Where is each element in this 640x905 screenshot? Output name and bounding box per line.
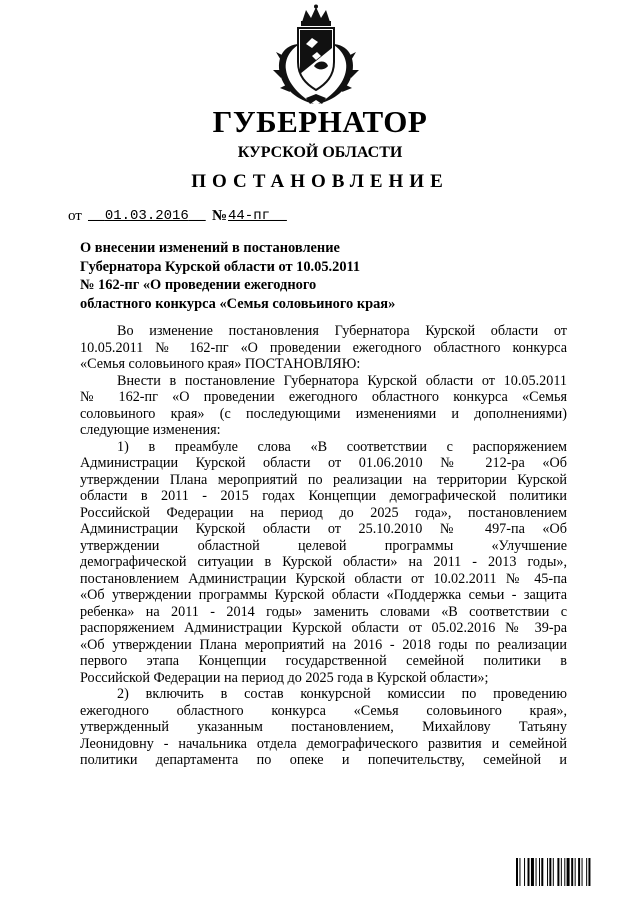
barcode-bar: [578, 858, 580, 886]
document-date: __01.03.2016__: [88, 208, 206, 224]
body-line: политики департамента по опеке и попечительству, семейной и: [80, 752, 567, 768]
body-line: Леонидовну - начальника отдела демографического развития и семейной: [80, 735, 567, 752]
document-subtitle: КУРСКОЙ ОБЛАСТИ: [237, 144, 403, 161]
body-line: 1) в преамбуле слова «В соответствии с распоряжением: [117, 438, 567, 455]
barcode-bar: [564, 858, 565, 886]
barcode-bar: [519, 858, 520, 886]
barcode-bar: [531, 858, 534, 886]
body-line: 2) включить в состав конкурсной комиссии по проведению: [117, 686, 567, 702]
body-line: утверждении областной целевой программы «Улучшение: [80, 537, 567, 554]
document-number: 44-пг__: [228, 208, 287, 224]
kursk-coat-of-arms-icon: [270, 4, 362, 106]
body-line: постановлением Администрации Курской области от 10.02.2011 № 45-па: [80, 570, 567, 587]
body-line: «Об утверждении Плана мероприятий на 2016 - 2018 годы по реализации: [80, 636, 567, 653]
barcode-bar: [524, 858, 525, 886]
body-line: «Об утверждении программы Курской области «Поддержка семьи - защита: [80, 587, 567, 603]
number-label: №: [212, 208, 228, 224]
barcode-bar: [557, 858, 559, 886]
body-line: Администрации Курской области от 25.10.2010 № 497-па «Об: [80, 521, 567, 537]
document-type: ПОСТАНОВЛЕНИЕ: [191, 171, 449, 192]
barcode-bar: [588, 858, 590, 886]
barcode-bar: [582, 858, 583, 886]
body-line: следующие изменения:: [80, 422, 221, 438]
barcode-bar: [539, 858, 540, 886]
body-line: утвержденный указанным постановлением, Михайлову Татьяну: [80, 719, 567, 735]
body-line: № 162-пг «О проведении ежегодного областного конкурса «Семья: [80, 389, 567, 405]
body-line: первого этапа Концепции государственной семейной политики в: [80, 653, 567, 669]
body-line: демографической ситуации в Курской области» на 2011 - 2013 годы»,: [80, 554, 567, 570]
barcode-bar: [541, 858, 543, 886]
subject-line: Губернатора Курской области от 10.05.2011: [80, 258, 361, 275]
body-line: соловьиного края» (с последующими изменениями и дополнениями): [80, 405, 567, 422]
body-line: Российской Федерации на период до 2025 года», постановлением: [80, 504, 567, 521]
barcode-bar: [553, 858, 554, 886]
barcode-bar: [586, 858, 587, 886]
date-label: от: [68, 208, 82, 224]
body-line: Во изменение постановления Губернатора Курской области от: [117, 323, 567, 339]
body-line: распоряжением Администрации Курской области от 05.02.2016 № 39-ра: [80, 620, 567, 636]
document-title: ГУБЕРНАТОР: [212, 104, 428, 139]
barcode-bar: [561, 858, 562, 886]
barcode-bar: [567, 858, 570, 886]
body-line: ежегодного областного конкурса «Семья соловьиного края»,: [80, 702, 567, 719]
subject-line: областного конкурса «Семья соловьиного края»: [80, 295, 396, 312]
barcode-bar: [571, 858, 573, 886]
barcode-bar: [528, 858, 530, 886]
barcode-bar: [536, 858, 537, 886]
barcode-icon: [516, 858, 616, 886]
body-line: 10.05.2011 № 162-пг «О проведении ежегодного областного конкурса: [80, 339, 567, 356]
body-line: области в 2011 - 2015 годах Концепции демографической политики: [80, 488, 567, 504]
barcode-bar: [549, 858, 551, 886]
body-line: Российской Федерации на период до 2025 года в Курской области»;: [80, 669, 489, 686]
body-line: ребенка» на 2011 - 2014 годы» заменить словами «В соответствии с: [80, 603, 567, 620]
barcode-bar: [516, 858, 518, 886]
barcode-bar: [575, 858, 576, 886]
document-body: [80, 323, 567, 769]
subject-line: № 162-пг «О проведении ежегодного: [80, 277, 317, 293]
body-line: утверждении Плана мероприятий по реализации на территории Курской: [80, 471, 567, 488]
barcode-bar: [547, 858, 548, 886]
body-line: Администрации Курской области от 01.06.2010 № 212-ра «Об: [80, 455, 567, 471]
body-line: «Семья соловьиного края» ПОСТАНОВЛЯЮ:: [80, 356, 361, 372]
subject-line: О внесении изменений в постановление: [80, 240, 340, 256]
body-line: Внести в постановление Губернатора Курской области от 10.05.2011: [117, 372, 567, 389]
document-subject: [80, 239, 440, 313]
